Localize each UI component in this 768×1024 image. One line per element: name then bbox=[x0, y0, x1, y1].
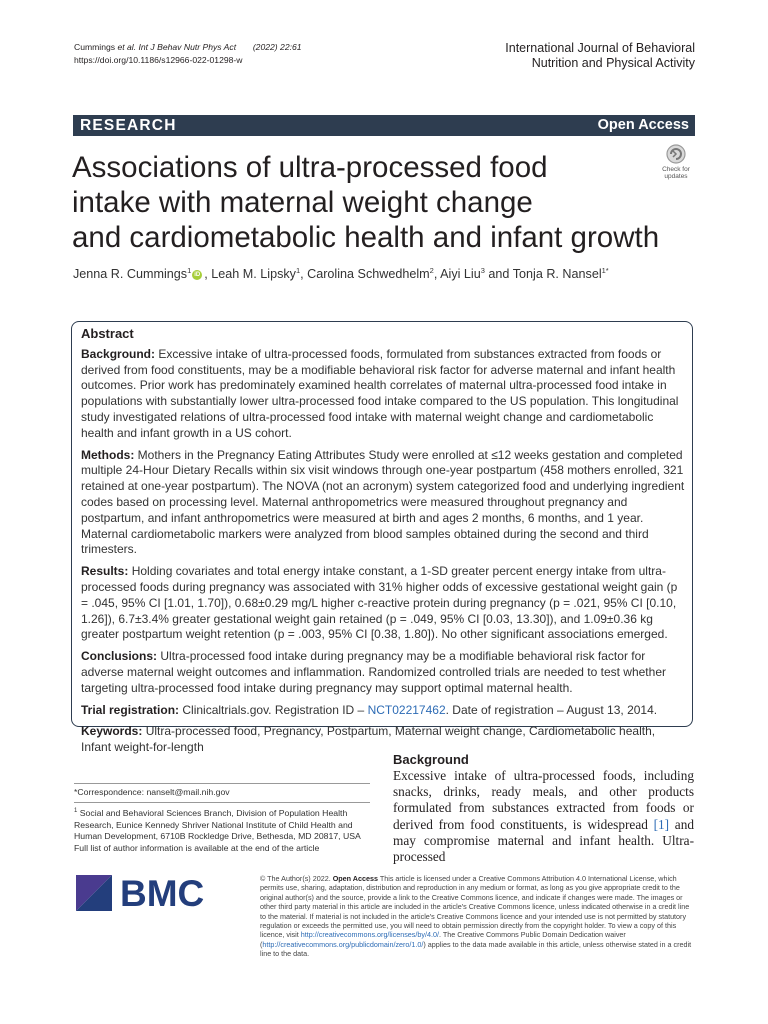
abstract-keywords-text: Ultra-processed food, Pregnancy, Postpartum, Maternal weight change, Cardiometabolic health, Infant weight-for-length bbox=[81, 724, 656, 755]
author-list: Jenna R. Cummings$^1$ iD , Leah M. Lipsky$^1$, Carolina Schwedhelm$^2$, Aiyi Liu$^3$ and Tonja R. Nansel$^{1*}$ bbox=[73, 266, 609, 282]
journal-name bbox=[505, 41, 695, 71]
license-prefix: © The Author(s) 2022. bbox=[260, 874, 333, 883]
abstract-keywords-label: Keywords: bbox=[81, 724, 143, 739]
authors-conjunction: and bbox=[488, 267, 510, 282]
abstract-background-label: Background: bbox=[81, 346, 156, 361]
title-line-2: intake with maternal weight change bbox=[72, 186, 533, 219]
abstract-content bbox=[81, 326, 685, 762]
affiliation-body: Social and Behavioral Sciences Branch, Division of Population Health Research, Eunice Kennedy Shriver National Institute of Child Health and Human Development, 6710B Rockledge Drive, Bethesda, MD 20817, USA bbox=[74, 807, 361, 842]
license-text bbox=[260, 874, 696, 959]
body-text: Excessive intake of ultra-processed foods, including snacks, drinks, ready meals, and other products formulated from substances extracted from foods or derived from food constituents, is widespread bbox=[393, 768, 694, 832]
article-title bbox=[72, 150, 682, 255]
affiliation-note bbox=[74, 806, 374, 855]
correspondence[interactable]: *Correspondence: nanselt@mail.nih.gov bbox=[74, 787, 230, 797]
affiliation-sup: 1 bbox=[74, 808, 78, 814]
trial-registration-link[interactable]: NCT02217462 bbox=[367, 702, 446, 717]
open-access-badge: Open Access bbox=[590, 115, 695, 136]
author-name[interactable]: Tonja R. Nansel bbox=[512, 267, 602, 282]
abstract-results bbox=[81, 564, 685, 643]
affiliation-more: Full list of author information is available at the end of the article bbox=[74, 843, 320, 854]
citation-authors: Cummings bbox=[74, 42, 118, 52]
license-body-3: ) applies to the data made available in this article, unless otherwise stated in a credit line to the data. bbox=[260, 939, 692, 959]
body-paragraph bbox=[393, 768, 694, 865]
journal-name-line2: Nutrition and Physical Activity bbox=[531, 56, 695, 70]
author-name[interactable]: Carolina Schwedhelm bbox=[307, 267, 430, 282]
license-link[interactable]: http://creativecommons.org/licenses/by/4.0/ bbox=[300, 930, 439, 940]
section-label: RESEARCH bbox=[80, 117, 177, 134]
citation-journal: et al. Int J Behav Nutr Phys Act bbox=[117, 42, 237, 52]
section-heading: Background bbox=[393, 752, 469, 767]
abstract-keywords bbox=[81, 724, 685, 756]
license-open-access: Open Access bbox=[332, 874, 378, 883]
check-updates-line1: Check for bbox=[662, 166, 690, 173]
citation-ref[interactable]: [1] bbox=[653, 816, 670, 832]
abstract-methods-text: Mothers in the Pregnancy Eating Attributes Study were enrolled at ≤12 weeks gestation and completed multiple 24-Hour Dietary Recalls within six visit windows through one-year postpartum (458 mothers enrolled, 321 retained at one-year postpartum). The NOVA (not an acronym) system categorized food and underlying ingredient codes based on processing level. Maternal anthropometrics were measured throughout pregnancy and postpartum, and infant anthropometrics were measured at birth and ages 2 months, 6 months, and 1 year. Maternal cardiometabolic markers were analyzed from blood samples obtained during the second and third trimesters. bbox=[81, 447, 685, 557]
bmc-logo-text: BMC bbox=[120, 873, 205, 913]
running-header bbox=[74, 41, 302, 67]
abstract-methods-label: Methods: bbox=[81, 447, 135, 462]
author-name[interactable]: Jenna R. Cummings bbox=[73, 267, 188, 282]
abstract-trial-registration bbox=[81, 703, 685, 719]
abstract-results-label: Results: bbox=[81, 564, 129, 579]
abstract-trial-text-post: . Date of registration – August 13, 2014. bbox=[445, 702, 658, 717]
abstract-conclusions-label: Conclusions: bbox=[81, 649, 158, 664]
footnote-divider bbox=[74, 783, 370, 784]
abstract-conclusions-text: Ultra-processed food intake during pregnancy may be a modifiable behavioral risk factor for adverse maternal weight outcomes and inflammation. Randomized controlled trials are needed to test whether targeting ultra-processed food intake during pregnancy may support optimal maternal health. bbox=[81, 649, 666, 695]
cc0-link[interactable]: http://creativecommons.org/publicdomain/zero/1.0/ bbox=[262, 939, 424, 949]
abstract-background-text: Excessive intake of ultra-processed foods, formulated from substances extracted from foods or derived from food constituents, may be a modifiable behavioral risk factor for adverse maternal and infant health outcomes. Prior work has predominately examined health correlates of maternal ultra-processed food intake in populations with substantially lower ultra-processed food intake compared to the US population. This longitudinal study investigated relations of ultra-processed food intake with maternal weight change and cardiometabolic health and infant growth in a US cohort. bbox=[81, 346, 679, 440]
affiliation-text bbox=[74, 806, 374, 843]
abstract-results-text: Holding covariates and total energy intake constant, a 1-SD greater percent energy intake from ultra-processed foods during pregnancy was associated with 31% higher odds of excessive gestational weight gain (p = .045, 95% CI [1.01, 1.70]), 0.68±0.29 mg/L higher c-reactive protein during pregnancy (p = .021, 95% CI [0.10, 1.26]), 6.7±3.4% greater gestational weight gain retained (p = .049, 95% CI [0.03, 13.30]), and 1.09±0.36 kg greater postpartum weight retention (p = .003, 95% CI [0.38, 1.80]). No other significant associations emerged. bbox=[81, 564, 678, 642]
author-affiliation-sup: 2 bbox=[429, 266, 434, 275]
author-affiliation-sup: 1* bbox=[601, 266, 609, 275]
author-affiliation-sup: 3 bbox=[480, 266, 485, 275]
abstract-trial-text: Clinicaltrials.gov. Registration ID – bbox=[182, 702, 368, 717]
author-name[interactable]: Leah M. Lipsky bbox=[211, 267, 296, 282]
title-line-3: and cardiometabolic health and infant growth bbox=[72, 221, 660, 254]
orcid-icon[interactable]: iD bbox=[194, 271, 201, 278]
citation-line bbox=[74, 41, 302, 54]
abstract-methods bbox=[81, 448, 685, 559]
abstract-heading: Abstract bbox=[81, 326, 134, 341]
author-affiliation-sup: 1 bbox=[187, 266, 192, 275]
license-body-2: . The Creative Commons Public Domain Dedication waiver ( bbox=[260, 930, 626, 949]
bmc-logo bbox=[74, 873, 216, 913]
journal-name-line1: International Journal of Behavioral bbox=[505, 41, 695, 55]
citation-year: (2022) 22:61 bbox=[252, 42, 302, 52]
abstract-background bbox=[81, 347, 685, 442]
doi-link[interactable]: https://doi.org/10.1186/s12966-022-01298-w bbox=[74, 55, 243, 65]
abstract-conclusions bbox=[81, 649, 685, 696]
title-line-1: Associations of ultra-processed food bbox=[72, 151, 548, 184]
author-name[interactable]: Aiyi Liu bbox=[440, 267, 481, 282]
author-affiliation-sup: 1 bbox=[295, 266, 301, 275]
footnote-divider bbox=[74, 802, 370, 803]
body-text-continued: and may compromise maternal and infant health. Ultra-processed bbox=[393, 816, 694, 865]
license-body: This article is licensed under a Creative Commons Attribution 4.0 International License, which permits use, sharing, adaptation, distribution and reproduction in any medium or format, as long as you give appropriate credit to the original author(s) and the source, provide a link to the Creative Commons licence, and indicate if changes were made. The images or other third party material in this article are included in the article's Creative Commons licence, unless indicated otherwise in a credit line to the material. If material is not included in the article's Creative Commons licence and your intended use is not permitted by statutory regulation or exceeds the permitted use, you will need to obtain permission directly from the copyright holder. To view a copy of this licence, visit bbox=[260, 874, 690, 940]
abstract-trial-label: Trial registration: bbox=[81, 702, 180, 717]
check-updates-line2: updates bbox=[664, 173, 688, 180]
